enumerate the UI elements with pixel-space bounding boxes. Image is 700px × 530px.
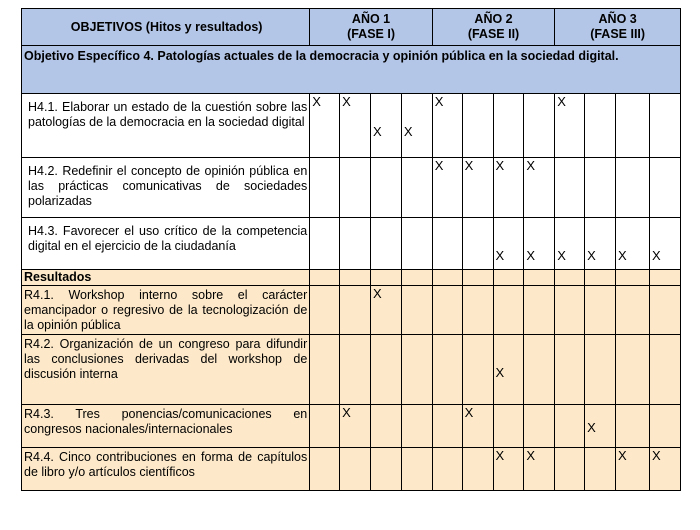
schedule-cell xyxy=(585,448,616,491)
schedule-cell xyxy=(649,448,680,491)
schedule-cell xyxy=(340,286,371,335)
objectives-header: OBJETIVOS (Hitos y resultados) xyxy=(22,9,310,46)
schedule-mark: X xyxy=(495,158,505,173)
schedule-mark: X xyxy=(557,248,566,263)
schedule-cell xyxy=(649,94,680,158)
schedule-cell xyxy=(524,158,555,218)
schedule-cell xyxy=(524,448,555,491)
schedule-cell xyxy=(493,286,524,335)
schedule-mark: X xyxy=(342,94,351,109)
schedule-cell xyxy=(555,270,585,286)
res-description: R4.1. Workshop interno sobre el carácter emancipador o regresivo de la tecnologización de la opinión pública xyxy=(22,286,310,335)
schedule-cell xyxy=(555,94,585,158)
res-description: R4.3. Tres ponencias/comunicaciones en congresos nacionales/internacionales xyxy=(22,405,310,448)
schedule-cell xyxy=(462,405,493,448)
schedule-cell xyxy=(432,405,462,448)
schedule-cell xyxy=(616,158,650,218)
schedule-mark: X xyxy=(587,248,596,263)
schedule-cell xyxy=(616,94,650,158)
year-3-header xyxy=(555,9,681,46)
schedule-cell xyxy=(401,270,432,286)
schedule-cell xyxy=(310,448,340,491)
schedule-mark: X xyxy=(434,94,444,109)
section-title: Objetivo Específico 4. Patologías actuales de la democracia y opinión pública en la sociedad digital. xyxy=(22,46,681,94)
schedule-cell xyxy=(340,335,371,405)
section-row xyxy=(22,46,681,94)
schedule-cell xyxy=(310,158,340,218)
schedule-cell xyxy=(493,448,524,491)
res-row xyxy=(22,335,681,405)
schedule-cell xyxy=(432,218,462,270)
schedule-cell xyxy=(524,286,555,335)
schedule-cell xyxy=(401,158,432,218)
schedule-cell xyxy=(493,158,524,218)
schedule-cell xyxy=(649,335,680,405)
res-description: R4.4. Cinco contribuciones en forma de capítulos de libro y/o artículos científicos xyxy=(22,448,310,491)
schedule-cell xyxy=(370,158,401,218)
schedule-mark: X xyxy=(651,248,661,263)
schedule-mark: X xyxy=(587,420,596,435)
schedule-cell xyxy=(310,218,340,270)
schedule-cell xyxy=(340,405,371,448)
schedule-cell xyxy=(432,158,462,218)
schedule-cell xyxy=(462,448,493,491)
schedule-cell xyxy=(401,335,432,405)
schedule-mark: X xyxy=(651,448,661,463)
schedule-mark: X xyxy=(495,365,505,380)
schedule-cell xyxy=(616,335,650,405)
schedule-cell xyxy=(616,405,650,448)
schedule-cell xyxy=(555,448,585,491)
schedule-mark: X xyxy=(495,448,505,463)
schedule-cell xyxy=(310,335,340,405)
results-header-row xyxy=(22,270,681,286)
schedule-cell xyxy=(370,286,401,335)
schedule-cell xyxy=(585,405,616,448)
schedule-cell xyxy=(524,218,555,270)
schedule-cell xyxy=(370,405,401,448)
schedule-cell xyxy=(585,335,616,405)
schedule-cell xyxy=(310,94,340,158)
hito-row xyxy=(22,218,681,270)
schedule-cell xyxy=(401,448,432,491)
schedule-cell xyxy=(340,218,371,270)
year-3-label: AÑO 3 xyxy=(598,12,637,26)
schedule-mark: X xyxy=(372,286,382,301)
schedule-mark: X xyxy=(526,158,536,173)
hito-description: H4.3. Favorecer el uso crítico de la competencia digital en el ejercicio de la ciudadanía xyxy=(22,218,310,270)
year-3-phase: (FASE III) xyxy=(590,27,646,41)
schedule-cell xyxy=(585,218,616,270)
results-label: Resultados xyxy=(22,270,310,286)
schedule-mark: X xyxy=(495,248,505,263)
year-1-phase: (FASE I) xyxy=(347,27,395,41)
schedule-cell xyxy=(493,270,524,286)
schedule-mark: X xyxy=(403,124,413,139)
schedule-cell xyxy=(462,270,493,286)
schedule-cell xyxy=(493,335,524,405)
schedule-mark: X xyxy=(618,248,627,263)
schedule-mark: X xyxy=(464,405,474,420)
res-description: R4.2. Organización de un congreso para difundir las conclusiones derivadas del workshop de discusión interna xyxy=(22,335,310,405)
schedule-cell xyxy=(524,405,555,448)
schedule-mark: X xyxy=(372,124,382,139)
schedule-cell xyxy=(585,286,616,335)
schedule-mark: X xyxy=(342,405,351,420)
schedule-cell xyxy=(370,448,401,491)
schedule-cell xyxy=(649,270,680,286)
year-2-label: AÑO 2 xyxy=(474,12,513,26)
hito-row xyxy=(22,158,681,218)
schedule-cell xyxy=(585,94,616,158)
schedule-cell xyxy=(462,158,493,218)
schedule-cell xyxy=(649,286,680,335)
schedule-mark: X xyxy=(618,448,627,463)
year-1-header xyxy=(310,9,433,46)
schedule-cell xyxy=(649,218,680,270)
schedule-cell xyxy=(555,335,585,405)
schedule-cell xyxy=(585,270,616,286)
schedule-cell xyxy=(370,218,401,270)
schedule-cell xyxy=(340,448,371,491)
schedule-cell xyxy=(616,218,650,270)
schedule-cell xyxy=(432,286,462,335)
year-2-header xyxy=(432,9,555,46)
schedule-cell xyxy=(401,286,432,335)
hito-description: H4.1. Elaborar un estado de la cuestión sobre las patologías de la democracia en la sociedad digital xyxy=(22,94,310,158)
schedule-cell xyxy=(493,218,524,270)
schedule-cell xyxy=(340,270,371,286)
schedule-cell xyxy=(493,94,524,158)
res-row xyxy=(22,405,681,448)
schedule-cell xyxy=(649,158,680,218)
schedule-cell xyxy=(340,94,371,158)
schedule-cell xyxy=(401,218,432,270)
schedule-cell xyxy=(370,270,401,286)
schedule-cell xyxy=(310,286,340,335)
schedule-cell xyxy=(310,405,340,448)
schedule-cell xyxy=(524,270,555,286)
schedule-cell xyxy=(524,94,555,158)
schedule-mark: X xyxy=(526,448,536,463)
schedule-cell xyxy=(462,94,493,158)
schedule-cell xyxy=(555,218,585,270)
year-2-phase: (FASE II) xyxy=(467,27,520,41)
schedule-cell xyxy=(616,448,650,491)
schedule-cell xyxy=(462,218,493,270)
schedule-mark: X xyxy=(557,94,566,109)
res-row xyxy=(22,448,681,491)
schedule-cell xyxy=(370,335,401,405)
schedule-cell xyxy=(432,94,462,158)
schedule-mark: X xyxy=(526,248,536,263)
schedule-cell xyxy=(401,94,432,158)
schedule-cell xyxy=(462,335,493,405)
hito-row xyxy=(22,94,681,158)
schedule-wrapper xyxy=(21,8,681,491)
hito-description: H4.2. Redefinir el concepto de opinión pública en las prácticas comunicativas de sociedades polarizadas xyxy=(22,158,310,218)
schedule-cell xyxy=(340,158,371,218)
schedule-cell xyxy=(432,270,462,286)
schedule-cell xyxy=(616,270,650,286)
schedule-mark: X xyxy=(434,158,444,173)
schedule-mark: X xyxy=(312,94,321,109)
schedule-cell xyxy=(616,286,650,335)
schedule-cell xyxy=(432,448,462,491)
schedule-cell xyxy=(649,405,680,448)
year-1-label: AÑO 1 xyxy=(351,12,391,26)
schedule-cell xyxy=(432,335,462,405)
schedule-cell xyxy=(555,286,585,335)
res-row xyxy=(22,286,681,335)
schedule-cell xyxy=(370,94,401,158)
schedule-cell xyxy=(555,158,585,218)
schedule-mark: X xyxy=(464,158,474,173)
header-row xyxy=(22,9,681,46)
schedule-cell xyxy=(585,158,616,218)
schedule-cell xyxy=(401,405,432,448)
schedule-cell xyxy=(524,335,555,405)
schedule-cell xyxy=(555,405,585,448)
schedule-cell xyxy=(310,270,340,286)
schedule-cell xyxy=(493,405,524,448)
schedule-cell xyxy=(462,286,493,335)
schedule-table xyxy=(21,8,681,491)
